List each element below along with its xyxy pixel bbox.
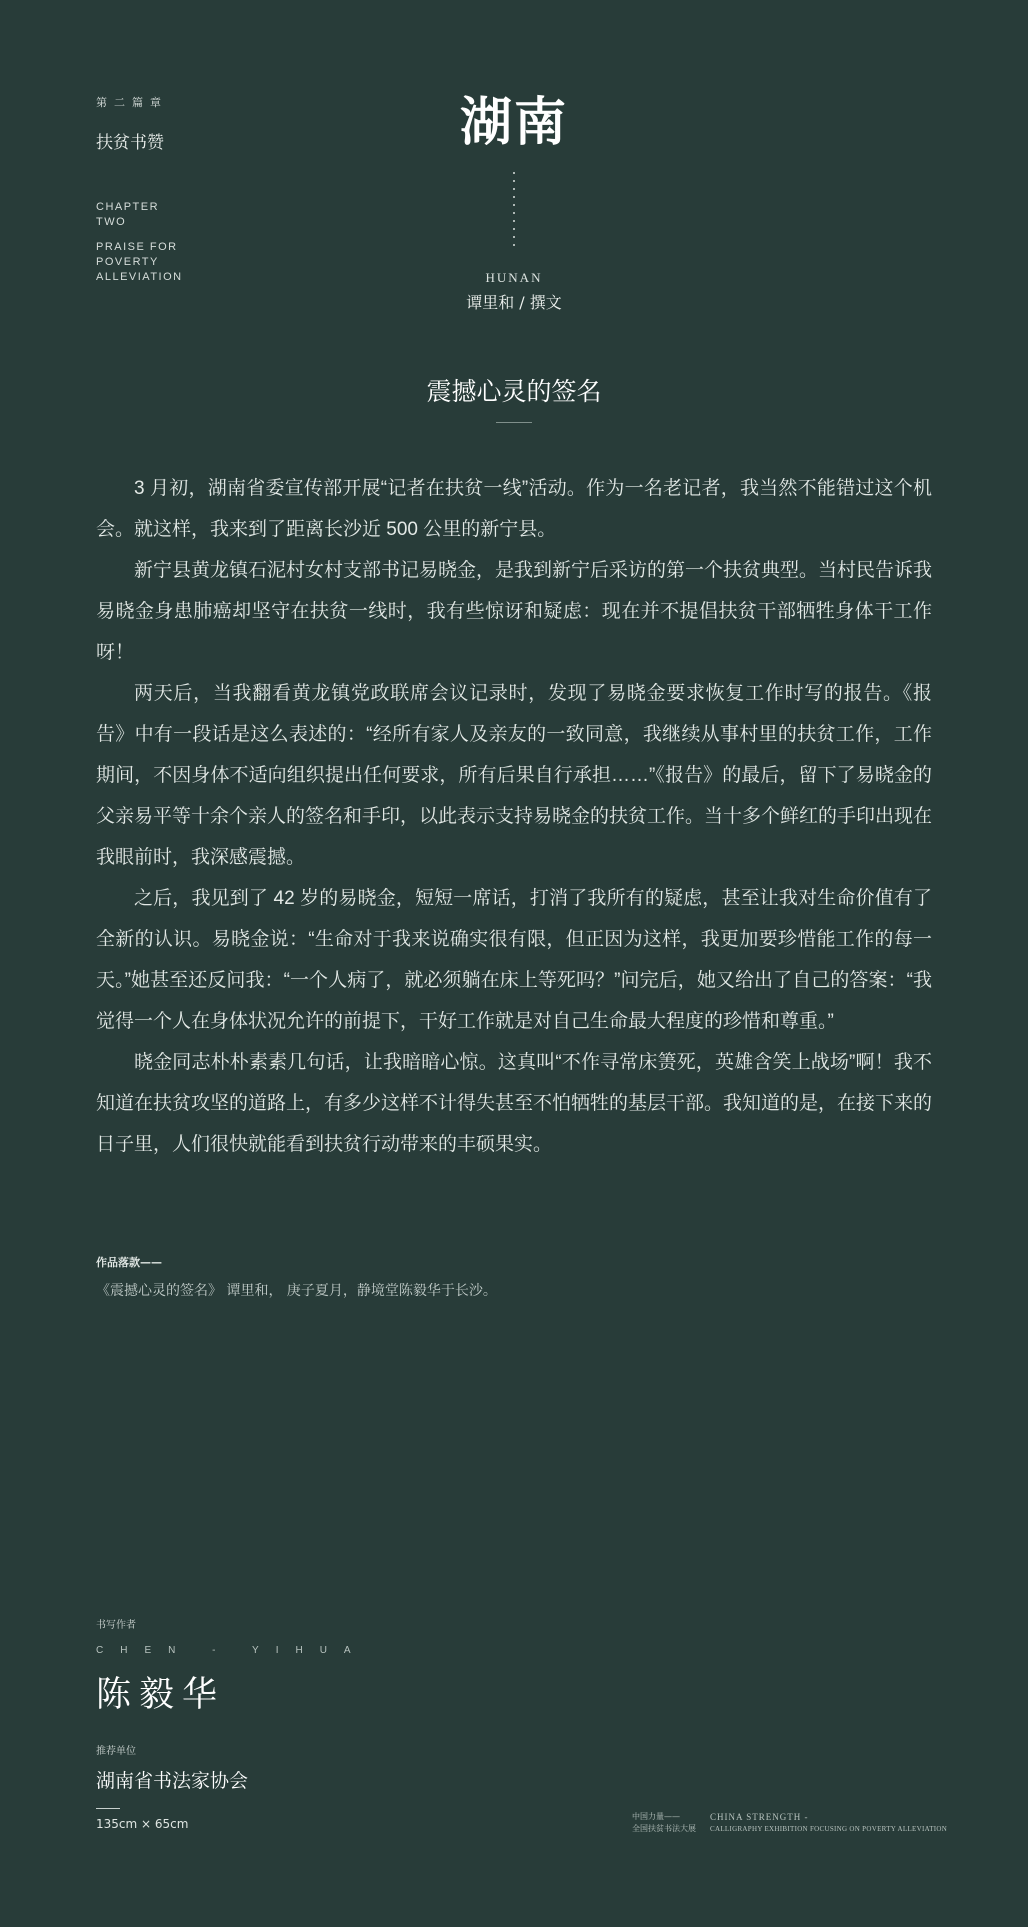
recommender-name: 湖南省书法家协会 [96, 1770, 249, 1792]
artwork-size: 135cm × 65cm [96, 1817, 189, 1831]
calligrapher-name: 陈毅华 [96, 1675, 226, 1715]
logo-cn-line: 全国扶贫书法大展 [632, 1824, 696, 1833]
chapter-en-line: CHAPTER [96, 201, 160, 213]
exhibition-logo-en [710, 1811, 947, 1835]
section-en-line: ALLEVIATION [96, 271, 183, 283]
chapter-en-line: TWO [96, 216, 127, 228]
chapter-label-cn: 第二篇章 [96, 96, 168, 109]
logo-en-line: CALLIGRAPHY EXHIBITION FOCUSING ON POVERTY ALLEVIATION [710, 1825, 948, 1833]
article-title: 震撼心灵的签名 [426, 377, 602, 406]
article-body [96, 468, 932, 1165]
article-paragraph: 3 月初，湖南省委宣传部开展“记者在扶贫一线”活动。作为一名老记者，我当然不能错过这个机会。就这样，我来到了距离长沙近 500 公里的新宁县。 [96, 478, 932, 540]
section-en-line: POVERTY [96, 256, 159, 268]
chapter-label-en [96, 200, 159, 230]
logo-cn-line: 中国力量—— [632, 1812, 680, 1821]
dotted-divider [512, 172, 516, 250]
inscription-text: 《震撼心灵的签名》 谭里和， 庚子夏月，静境堂陈毅华于长沙。 [96, 1283, 497, 1299]
province-title: 湖南 [459, 92, 568, 153]
article-paragraph: 之后，我见到了 42 岁的易晓金，短短一席话，打消了我所有的疑虑，甚至让我对生命价值有了全新的认识。易晓金说：“生命对于我来说确实很有限，但正因为这样，我更加要珍惜能工作的每一天。”她甚至还反问我：“一个人病了，就必须躺在床上等死吗？”问完后，她又给出了自己的答案：“我觉得一个人在身体状况允许的前提下，干好工作就是对自己生命最大程度的珍惜和尊重。” [96, 888, 932, 1032]
article-paragraph: 两天后，当我翻看黄龙镇党政联席会议记录时，发现了易晓金要求恢复工作时写的报告。《报告》中有一段话是这么表述的：“经所有家人及亲友的一致同意，我继续从事村里的扶贫工作，工作期间，不因身体不适向组织提出任何要求，所有后果自行承担……”《报告》的最后，留下了易晓金的父亲易平等十余个亲人的签名和手印，以此表示支持易晓金的扶贫工作。当十多个鲜红的手印出现在我眼前时，我深感震撼。 [96, 683, 933, 868]
section-title-en [96, 240, 183, 285]
author-byline: 谭里和 / 撰文 [466, 293, 562, 312]
calligrapher-pinyin: CHEN - YIHUA [96, 1645, 368, 1656]
calligrapher-label: 书写作者 [96, 1620, 136, 1631]
section-en-line: PRAISE FOR [96, 241, 178, 253]
article-paragraph: 晓金同志朴朴素素几句话，让我暗暗心惊。这真叫“不作寻常床箦死，英雄含笑上战场”啊！我不知道在扶贫攻坚的道路上，有多少这样不计得失甚至不怕牺牲的基层干部。我知道的是，在接下来的日子里，人们很快就能看到扶贫行动带来的丰硕果实。 [96, 1052, 933, 1155]
title-underline [496, 422, 532, 423]
inscription-label: 作品落款—— [96, 1256, 162, 1269]
article-paragraph: 新宁县黄龙镇石泥村女村支部书记易晓金，是我到新宁后采访的第一个扶贫典型。当村民告诉我易晓金身患肺癌却坚守在扶贫一线时，我有些惊讶和疑虑：现在并不提倡扶贫干部牺牲身体干工作呀！ [96, 560, 933, 663]
province-title-en: HUNAN [485, 270, 543, 285]
section-title-cn: 扶贫书赞 [96, 133, 164, 153]
exhibition-logo-cn [632, 1811, 696, 1835]
size-divider [96, 1808, 120, 1809]
logo-en-line: CHINA STRENGTH - [710, 1812, 809, 1822]
recommender-label: 推荐单位 [96, 1746, 136, 1757]
